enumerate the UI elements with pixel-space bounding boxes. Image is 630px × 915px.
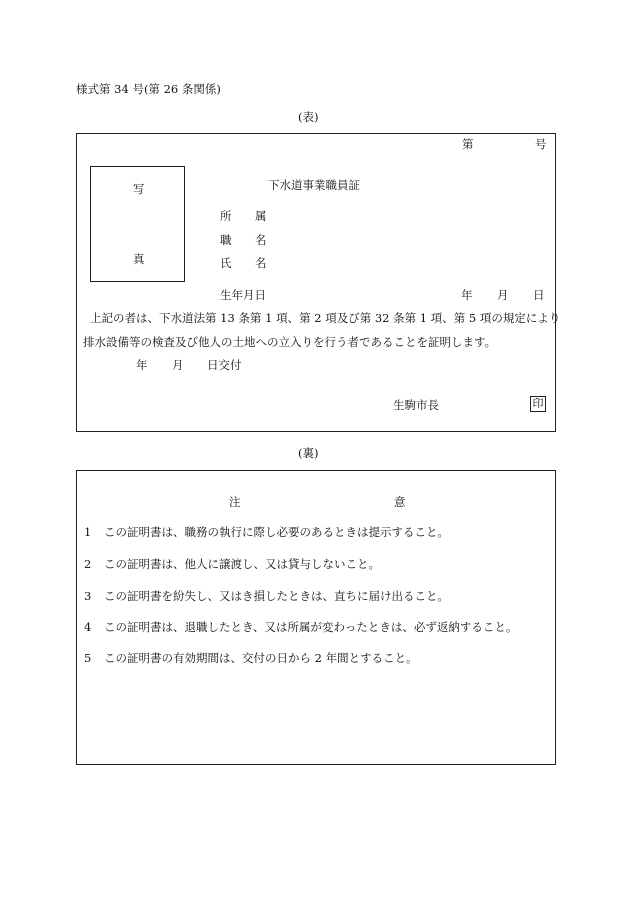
birthdate-label: 生年月日 [220, 288, 266, 302]
affiliation-label-1: 所 [220, 209, 232, 223]
issue-year: 年 [136, 358, 148, 372]
position-label-1: 職 [220, 233, 232, 247]
card-title: 下水道事業職員証 [268, 178, 360, 192]
note-item [84, 527, 449, 539]
issue-day: 日交付 [207, 358, 242, 372]
birthdate-year: 年 [461, 288, 473, 302]
notes-title-right: 意 [394, 495, 406, 509]
photo-box [90, 166, 185, 282]
photo-label-bottom: 真 [133, 252, 145, 266]
note-item [84, 622, 517, 634]
name-label-1: 氏 [220, 256, 232, 270]
back-heading: (裏) [298, 446, 319, 460]
seal-mark: 印 [530, 396, 546, 412]
card-number-prefix: 第 [462, 137, 474, 151]
issue-month: 月 [172, 358, 184, 372]
note-number: 4 [84, 620, 92, 634]
note-text: この証明書を紛失し、又はき損したときは、直ちに届け出ること。 [104, 589, 449, 603]
note-item [84, 591, 449, 603]
front-card [76, 133, 561, 432]
photo-label-top: 写 [133, 182, 145, 196]
note-text: この証明書は、職務の執行に際し必要のあるときは提示すること。 [104, 525, 449, 539]
position-label-2: 名 [255, 233, 267, 247]
issuer: 生駒市長 [393, 398, 439, 412]
note-text: この証明書は、他人に譲渡し、又は貸与しないこと。 [104, 557, 380, 571]
note-item [84, 559, 380, 571]
certification-line-1: 上記の者は、下水道法第 13 条第 1 項、第 2 項及び第 32 条第 1 項、第 5 項の規定により [90, 311, 561, 325]
note-number: 2 [84, 557, 92, 571]
note-number: 3 [84, 589, 92, 603]
front-heading: (表) [298, 110, 319, 124]
birthdate-day: 日 [533, 288, 545, 302]
note-text: この証明書は、退職したとき、又は所属が変わったときは、必ず返納すること。 [104, 620, 518, 634]
affiliation-label-2: 属 [255, 209, 267, 223]
note-item [84, 653, 418, 665]
form-number: 様式第 34 号(第 26 条関係) [76, 82, 221, 96]
note-text: この証明書の有効期間は、交付の日から 2 年間とすること。 [104, 651, 418, 665]
back-card [76, 470, 556, 765]
certification-line-2: 排水設備等の検査及び他人の土地への立入りを行う者であることを証明します。 [83, 335, 497, 349]
notes-title-left: 注 [229, 495, 241, 509]
name-label-2: 名 [255, 256, 267, 270]
card-number-suffix: 号 [535, 137, 547, 151]
note-number: 5 [84, 651, 92, 665]
birthdate-month: 月 [497, 288, 509, 302]
note-number: 1 [84, 525, 92, 539]
